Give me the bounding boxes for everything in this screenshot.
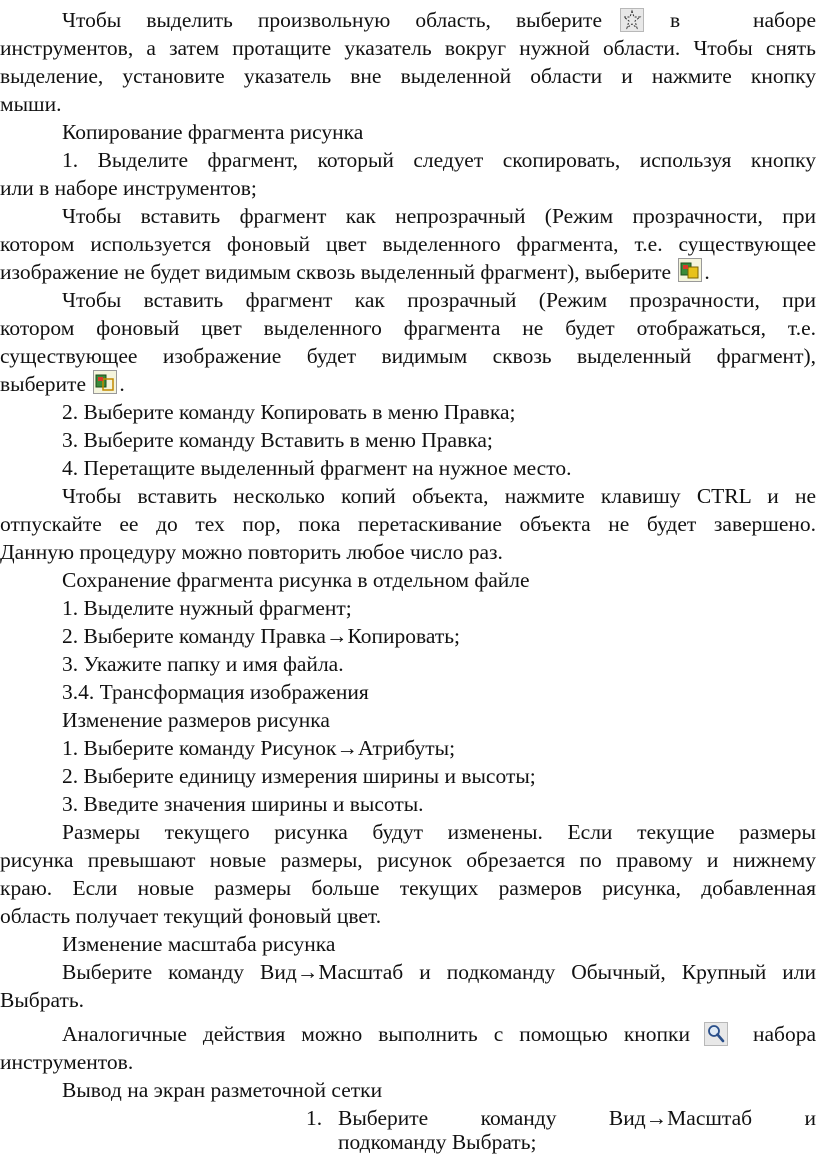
text-span: Аналогичные действия можно выполнить с помощью кнопки [62,1022,690,1046]
paragraph-line [0,370,816,398]
paragraph-line: Чтобы вставить фрагмент как непрозрачный (Режим прозрачности, при [62,204,816,228]
text-span: изображение не будет видимым сквозь выделенный фрагмент), выберите [0,260,672,284]
paragraph-line: или в наборе инструментов; [0,176,257,200]
list-item: 1. Выделите нужный фрагмент; [62,596,352,620]
text-span: выберите [0,372,86,396]
text-span: . [704,260,710,284]
paragraph-line: отпускайте ее до тех пор, пока перетаскивание объекта не будет завершено. [0,512,816,536]
list-item: 4. Перетащите выделенный фрагмент на нужное место. [62,456,572,480]
paragraph-line: инструментов, а затем протащите указатель вокруг нужной области. Чтобы снять [0,36,816,60]
section-heading: Изменение размеров рисунка [62,708,330,732]
paragraph-line: существующее изображение будет видимым сквозь выделенный фрагмент), [0,344,816,368]
paragraph-line: краю. Если новые размеры больше текущих размеров рисунка, добавленная [0,876,816,900]
section-heading: Копирование фрагмента рисунка [62,120,364,144]
paragraph-line: котором фоновый цвет выделенного фрагмента не будет отображаться, т.е. [0,316,816,340]
section-heading: Изменение масштаба рисунка [62,932,336,956]
section-heading: Вывод на экран разметочной сетки [62,1078,383,1102]
text-span: . [119,372,125,396]
paragraph-line: мыши. [0,92,62,116]
paragraph-line: Размеры текущего рисунка будут изменены. Если текущие размеры [62,820,816,844]
paragraph-line [0,6,816,34]
paragraph-line: Чтобы вставить несколько копий объекта, нажмите клавишу CTRL и не [62,484,816,508]
list-item: 3. Выберите команду Вставить в меню Правка; [62,428,493,452]
transparent-paste-mode-icon [93,370,117,394]
free-form-select-icon [620,8,644,32]
section-heading: 3.4. Трансформация изображения [62,680,369,704]
paragraph-line: 1. Выделите фрагмент, который следует скопировать, используя кнопку [62,148,816,172]
paragraph-line: Данную процедуру можно повторить любое число раз. [0,540,503,564]
paragraph-line: выделение, установите указатель вне выделенной области и нажмите кнопку [0,64,816,88]
text-span: в наборе [670,8,816,32]
text-span: набора [752,1022,816,1046]
text-span: Чтобы выделить произвольную область, выберите [62,8,602,32]
list-item: 2. Выберите команду Правка→Копировать; [62,624,461,648]
paragraph-line: Выберите команду Вид→Масштаб и подкоманду Обычный, Крупный или [62,960,816,984]
list-item: 3. Укажите папку и имя файла. [62,652,344,676]
list-item: 1. Выберите команду Рисунок→Атрибуты; [62,736,456,760]
list-item: 2. Выберите команду Копировать в меню Правка; [62,400,516,424]
opaque-paste-mode-icon [678,258,702,282]
list-item: 3. Введите значения ширины и высоты. [62,792,424,816]
paragraph-line: Выбрать. [0,988,85,1012]
text-span: Выберите команду Вид→Масштаб и [338,1106,816,1130]
list-item: 2. Выберите единицу измерения ширины и высоты; [62,764,536,788]
paragraph-line: Чтобы вставить фрагмент как прозрачный (Режим прозрачности, при [62,288,816,312]
paragraph-line: котором используется фоновый цвет выделенного фрагмента, т.е. существующее [0,232,816,256]
magnifier-icon [704,1022,728,1046]
paragraph-line: рисунка превышают новые размеры, рисунок обрезается по правому и нижнему [0,848,816,872]
paragraph-line: инструментов. [0,1050,134,1074]
paragraph-line: подкоманду Выбрать; [338,1130,537,1154]
paragraph-line [0,1020,816,1048]
section-heading: Сохранение фрагмента рисунка в отдельном файле [62,568,530,592]
paragraph-line: область получает текущий фоновый цвет. [0,904,382,928]
paragraph-line [0,258,816,286]
list-number: 1. [306,1106,323,1130]
